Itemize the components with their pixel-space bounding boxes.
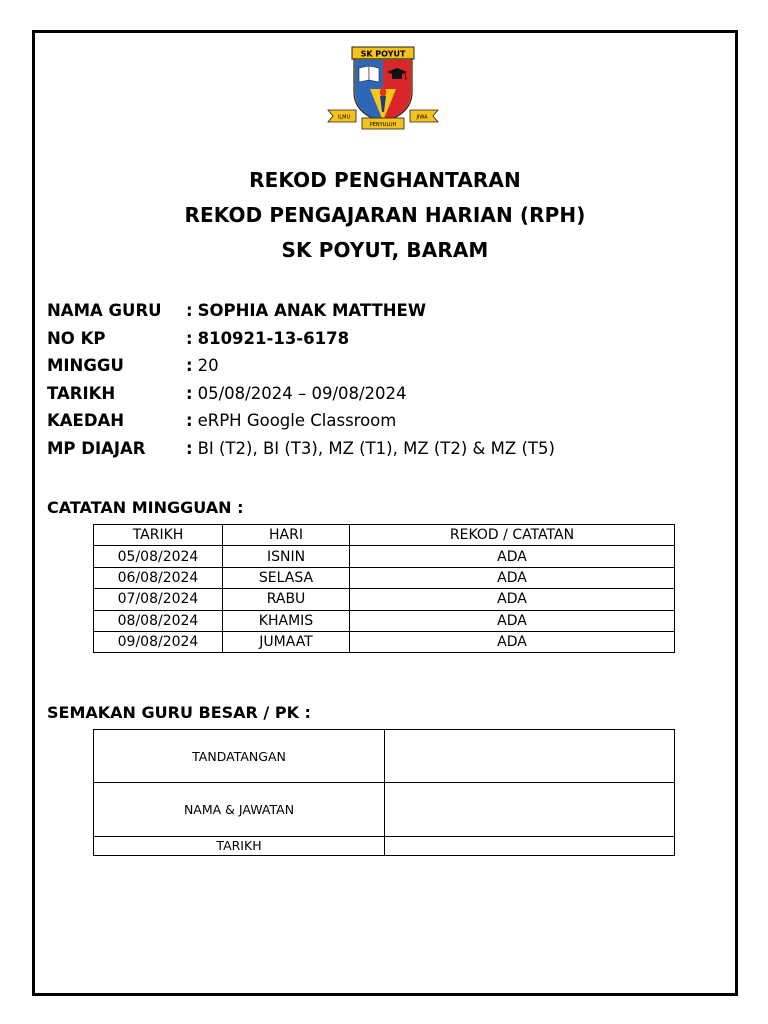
column-header-rekod: REKOD / CATATAN: [350, 525, 675, 546]
info-value: BI (T2), BI (T3), MZ (T1), MZ (T2) & MZ (T5): [197, 438, 555, 458]
info-label: MP DIAJAR: [47, 438, 146, 458]
weekly-notes-table: [93, 524, 675, 653]
cell-hari: SELASA: [223, 567, 350, 588]
cell-hari: KHAMIS: [223, 610, 350, 631]
info-label: NO KP: [47, 328, 106, 348]
title-line-3: SK POYUT, BARAM: [281, 238, 489, 262]
review-field-tandatangan[interactable]: [385, 730, 675, 783]
cell-hari: ISNIN: [223, 546, 350, 567]
weekly-notes-heading: CATATAN MINGGUAN :: [47, 498, 244, 517]
cell-rekod: ADA: [350, 546, 675, 567]
cell-tarikh: 09/08/2024: [94, 631, 223, 652]
cell-hari: RABU: [223, 589, 350, 610]
info-label: NAMA GURU: [47, 301, 162, 320]
column-header-tarikh: TARIKH: [94, 525, 223, 546]
info-row-no-kp: NO KP : 810921-13-6178: [47, 328, 555, 356]
logo-ribbon-right: JIWA: [416, 114, 428, 121]
review-label-nama-jawatan: NAMA & JAWATAN: [94, 783, 385, 837]
info-row-mp-diajar: MP DIAJAR : BI (T2), BI (T3), MZ (T1), MZ (T2) & MZ (T5): [47, 438, 555, 466]
info-value: eRPH Google Classroom: [197, 411, 397, 431]
info-value: 810921-13-6178: [197, 328, 350, 348]
review-table: [93, 729, 675, 856]
cell-tarikh: 05/08/2024: [94, 546, 223, 567]
logo-banner-text: SK POYUT: [360, 49, 406, 59]
cell-hari: JUMAAT: [223, 631, 350, 652]
info-label: MINGGU: [47, 356, 124, 376]
cell-rekod: ADA: [350, 567, 675, 588]
info-row-nama-guru: NAMA GURU : SOPHIA ANAK MATTHEW: [47, 300, 555, 328]
info-row-kaedah: KAEDAH : eRPH Google Classroom: [47, 410, 555, 438]
review-heading: SEMAKAN GURU BESAR / PK :: [47, 703, 311, 722]
info-label: KAEDAH: [47, 411, 125, 431]
table-header-row: [94, 525, 675, 546]
cell-rekod: ADA: [350, 589, 675, 610]
review-label-tarikh: TARIKH: [94, 837, 385, 856]
teacher-info: [47, 300, 555, 466]
table-row: [94, 567, 675, 588]
title-line-2: REKOD PENGAJARAN HARIAN (RPH): [184, 203, 586, 227]
cell-tarikh: 08/08/2024: [94, 610, 223, 631]
review-field-nama-jawatan[interactable]: [385, 783, 675, 837]
column-header-hari: HARI: [223, 525, 350, 546]
book-icon: [359, 66, 379, 82]
info-row-tarikh: TARIKH : 05/08/2024 – 09/08/2024: [47, 383, 555, 411]
info-value: 20: [197, 356, 219, 376]
table-row: [94, 783, 675, 837]
cell-rekod: ADA: [350, 631, 675, 652]
table-row: [94, 546, 675, 567]
logo-ribbon-left: ILMU: [337, 114, 351, 121]
review-label-tandatangan: TANDATANGAN: [94, 730, 385, 783]
title-line-1: REKOD PENGHANTARAN: [249, 168, 521, 192]
logo-ribbon-center: PENYULUH: [369, 122, 397, 128]
cell-tarikh: 07/08/2024: [94, 589, 223, 610]
table-row: [94, 631, 675, 652]
table-row: [94, 730, 675, 783]
info-label: TARIKH: [47, 383, 116, 403]
cell-rekod: ADA: [350, 610, 675, 631]
table-row: [94, 610, 675, 631]
table-row: [94, 837, 675, 856]
info-value: SOPHIA ANAK MATTHEW: [197, 301, 427, 320]
info-value: 05/08/2024 – 09/08/2024: [197, 383, 407, 403]
review-field-tarikh[interactable]: [385, 837, 675, 856]
info-row-minggu: MINGGU : 20: [47, 355, 555, 383]
cell-tarikh: 06/08/2024: [94, 567, 223, 588]
school-crest-logo: [326, 44, 440, 132]
table-row: [94, 589, 675, 610]
